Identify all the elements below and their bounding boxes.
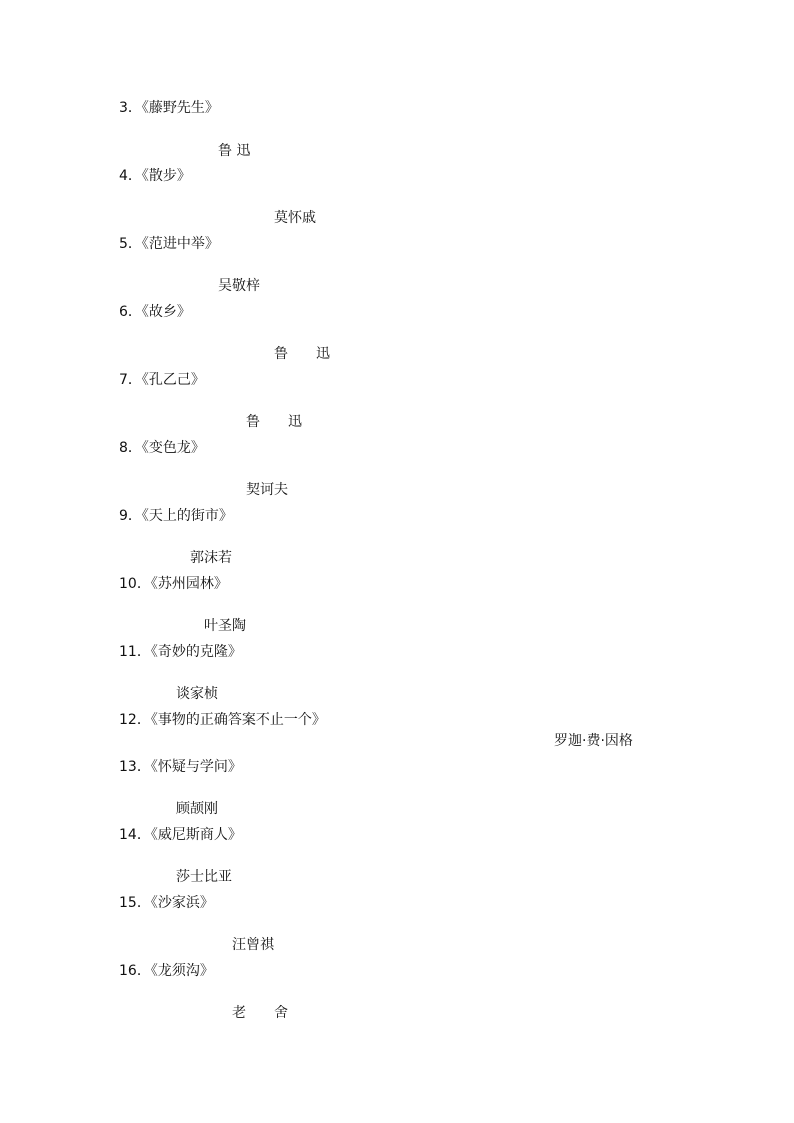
entry-author: 契诃夫 (246, 482, 288, 498)
entry-author: 莫怀戚 (274, 210, 316, 226)
entry-title: 11．《奇妙的克隆》 (119, 644, 242, 660)
entry-title: 12．《事物的正确答案不止一个》 (119, 712, 326, 728)
entry-title: 14．《威尼斯商人》 (119, 827, 242, 843)
entry-title: 10．《苏州园林》 (119, 576, 228, 592)
entry-title: 8．《变色龙》 (119, 440, 205, 456)
entry-title: 4．《散步》 (119, 168, 191, 184)
entry-title: 7．《孔乙己》 (119, 372, 205, 388)
entry-author: 鲁 迅 (218, 143, 251, 159)
entry-author: 郭沫若 (190, 550, 232, 566)
entry-title: 6．《故乡》 (119, 304, 191, 320)
entry-author: 老 舍 (232, 1005, 288, 1021)
entry-author: 吴敬梓 (218, 278, 260, 294)
entry-author: 汪曾祺 (232, 937, 274, 953)
entry-title: 5．《范进中举》 (119, 236, 219, 252)
entry-title: 15．《沙家浜》 (119, 895, 214, 911)
entry-author: 顾颉刚 (176, 801, 218, 817)
entry-title: 3．《藤野先生》 (119, 100, 219, 116)
entry-author: 鲁 迅 (246, 414, 302, 430)
entry-author: 叶圣陶 (204, 618, 246, 634)
entry-author: 鲁 迅 (274, 346, 330, 362)
entry-title: 9．《天上的街市》 (119, 508, 233, 524)
entry-author: 莎士比亚 (176, 869, 232, 885)
entry-author: 罗迦·费·因格 (554, 733, 633, 749)
entry-title: 13．《怀疑与学问》 (119, 759, 242, 775)
entry-title: 16．《龙须沟》 (119, 963, 214, 979)
entry-author: 谈家桢 (176, 686, 218, 702)
